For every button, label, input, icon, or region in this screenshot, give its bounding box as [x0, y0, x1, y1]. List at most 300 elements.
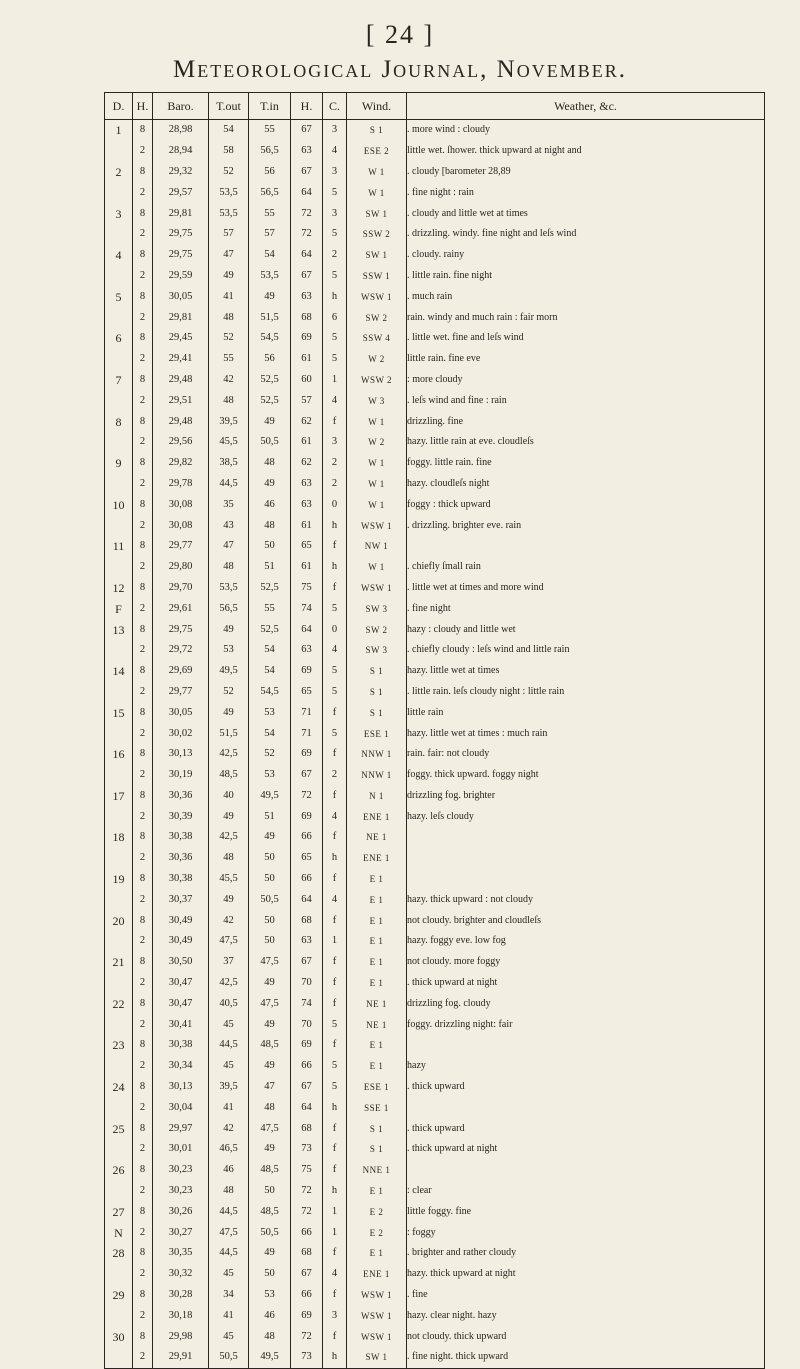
temp-in-cell: 54,5 [249, 682, 291, 703]
clouds-cell: 2 [323, 474, 347, 495]
table-row [105, 1201, 765, 1222]
clouds-cell: 4 [323, 1264, 347, 1285]
temp-in-cell: 47,5 [249, 1118, 291, 1139]
hygrometer-cell: 63 [291, 931, 323, 952]
hygrometer-cell: 67 [291, 765, 323, 786]
table-body [105, 120, 765, 1369]
temp-in-cell: 52,5 [249, 390, 291, 411]
hygrometer-cell: 64 [291, 245, 323, 266]
temp-out-cell: 49 [209, 889, 249, 910]
clouds-cell: f [323, 910, 347, 931]
day-cell: 4 [105, 245, 133, 266]
hygrometer-cell: 64 [291, 1097, 323, 1118]
barometer-cell: 29,81 [153, 203, 209, 224]
weather-cell: foggy. little rain. fine [407, 453, 765, 474]
hour-cell: 8 [133, 1243, 153, 1264]
clouds-cell: f [323, 702, 347, 723]
header-day: D. [105, 93, 133, 120]
table-row [105, 557, 765, 578]
table-row [105, 786, 765, 807]
temp-out-cell: 41 [209, 1097, 249, 1118]
temp-out-cell: 44,5 [209, 474, 249, 495]
wind-cell: E 1 [347, 889, 407, 910]
barometer-cell: 30,39 [153, 806, 209, 827]
day-cell: 20 [105, 910, 133, 931]
temp-in-cell: 53 [249, 765, 291, 786]
clouds-cell: 5 [323, 349, 347, 370]
header-temp-in: T.in [249, 93, 291, 120]
hour-cell: 8 [133, 370, 153, 391]
temp-out-cell: 45 [209, 1326, 249, 1347]
hour-cell: 8 [133, 328, 153, 349]
temp-in-cell: 48,5 [249, 1035, 291, 1056]
hygrometer-cell: 66 [291, 1222, 323, 1243]
temp-out-cell: 34 [209, 1285, 249, 1306]
barometer-cell: 29,57 [153, 182, 209, 203]
temp-in-cell: 57 [249, 224, 291, 245]
weather-cell: little rain [407, 702, 765, 723]
clouds-cell: f [323, 1118, 347, 1139]
temp-out-cell: 42,5 [209, 827, 249, 848]
temp-out-cell: 40 [209, 786, 249, 807]
clouds-cell: f [323, 1160, 347, 1181]
table-row [105, 1035, 765, 1056]
temp-in-cell: 50 [249, 1264, 291, 1285]
day-cell: 12 [105, 578, 133, 599]
temp-out-cell: 57 [209, 224, 249, 245]
hour-cell: 8 [133, 245, 153, 266]
table-row [105, 1139, 765, 1160]
weather-cell: . leſs wind and fine : rain [407, 390, 765, 411]
barometer-cell: 29,82 [153, 453, 209, 474]
barometer-cell: 29,98 [153, 1326, 209, 1347]
clouds-cell: 1 [323, 1201, 347, 1222]
hour-cell: 8 [133, 619, 153, 640]
barometer-cell: 30,27 [153, 1222, 209, 1243]
hour-cell: 2 [133, 557, 153, 578]
temp-out-cell: 35 [209, 494, 249, 515]
temp-out-cell: 53,5 [209, 578, 249, 599]
temp-in-cell: 54 [249, 723, 291, 744]
table-row [105, 973, 765, 994]
barometer-cell: 29,80 [153, 557, 209, 578]
table-row [105, 349, 765, 370]
hour-cell: 8 [133, 1201, 153, 1222]
hour-cell: 8 [133, 702, 153, 723]
barometer-cell: 29,59 [153, 266, 209, 287]
weather-cell: foggy : thick upward [407, 494, 765, 515]
hygrometer-cell: 62 [291, 453, 323, 474]
wind-cell: E 1 [347, 1056, 407, 1077]
day-cell [105, 141, 133, 162]
temp-in-cell: 49 [249, 286, 291, 307]
clouds-cell: 4 [323, 390, 347, 411]
table-row [105, 806, 765, 827]
day-cell [105, 682, 133, 703]
barometer-cell: 29,48 [153, 370, 209, 391]
weather-cell: not cloudy. brighter and cloudleſs [407, 910, 765, 931]
day-cell [105, 889, 133, 910]
day-cell [105, 1014, 133, 1035]
hygrometer-cell: 72 [291, 224, 323, 245]
wind-cell: W 2 [347, 432, 407, 453]
weather-cell: hazy. thick upward : not cloudy [407, 889, 765, 910]
barometer-cell: 29,61 [153, 598, 209, 619]
table-row [105, 578, 765, 599]
temp-out-cell: 45 [209, 1056, 249, 1077]
day-cell [105, 515, 133, 536]
weather-cell: . cloudy. rainy [407, 245, 765, 266]
temp-in-cell: 56,5 [249, 141, 291, 162]
day-cell [105, 1097, 133, 1118]
barometer-cell: 29,77 [153, 682, 209, 703]
hour-cell: 2 [133, 515, 153, 536]
barometer-cell: 29,32 [153, 162, 209, 183]
day-cell: 2 [105, 162, 133, 183]
barometer-cell: 29,51 [153, 390, 209, 411]
hour-cell: 8 [133, 411, 153, 432]
wind-cell: ENE 1 [347, 1264, 407, 1285]
hygrometer-cell: 68 [291, 910, 323, 931]
hygrometer-cell: 63 [291, 286, 323, 307]
hour-cell: 8 [133, 827, 153, 848]
weather-cell: . thick upward at night [407, 973, 765, 994]
hour-cell: 2 [133, 1222, 153, 1243]
barometer-cell: 30,38 [153, 827, 209, 848]
temp-out-cell: 45,5 [209, 432, 249, 453]
table-row [105, 1014, 765, 1035]
hygrometer-cell: 72 [291, 786, 323, 807]
hygrometer-cell: 72 [291, 1181, 323, 1202]
temp-in-cell: 54,5 [249, 328, 291, 349]
day-cell: 17 [105, 786, 133, 807]
hygrometer-cell: 57 [291, 390, 323, 411]
table-row [105, 1181, 765, 1202]
wind-cell: WSW 1 [347, 515, 407, 536]
temp-in-cell: 51 [249, 806, 291, 827]
weather-cell: hazy : cloudy and little wet [407, 619, 765, 640]
temp-out-cell: 52 [209, 682, 249, 703]
clouds-cell: 3 [323, 1305, 347, 1326]
wind-cell: SSE 1 [347, 1097, 407, 1118]
hour-cell: 8 [133, 869, 153, 890]
wind-cell: SW 2 [347, 619, 407, 640]
hygrometer-cell: 67 [291, 120, 323, 141]
temp-out-cell: 47,5 [209, 1222, 249, 1243]
day-cell: 7 [105, 370, 133, 391]
temp-out-cell: 45 [209, 1264, 249, 1285]
weather-cell: . little wet at times and more wind [407, 578, 765, 599]
clouds-cell: 2 [323, 453, 347, 474]
table-row [105, 869, 765, 890]
wind-cell: SW 2 [347, 307, 407, 328]
barometer-cell: 30,49 [153, 910, 209, 931]
table-row [105, 245, 765, 266]
barometer-cell: 29,75 [153, 619, 209, 640]
hygrometer-cell: 68 [291, 1118, 323, 1139]
day-cell [105, 432, 133, 453]
hour-cell: 2 [133, 1347, 153, 1368]
day-cell: 26 [105, 1160, 133, 1181]
day-cell: 22 [105, 993, 133, 1014]
weather-cell: not cloudy. thick upward [407, 1326, 765, 1347]
barometer-cell: 30,02 [153, 723, 209, 744]
hygrometer-cell: 66 [291, 827, 323, 848]
weather-cell [407, 848, 765, 869]
temp-out-cell: 48 [209, 557, 249, 578]
temp-in-cell: 47 [249, 1077, 291, 1098]
clouds-cell: h [323, 1347, 347, 1368]
barometer-cell: 30,36 [153, 786, 209, 807]
table-row [105, 494, 765, 515]
temp-out-cell: 50,5 [209, 1347, 249, 1368]
barometer-cell: 30,37 [153, 889, 209, 910]
day-cell [105, 349, 133, 370]
weather-cell: . little rain. leſs cloudy night : little rain [407, 682, 765, 703]
wind-cell: S 1 [347, 120, 407, 141]
day-cell: 15 [105, 702, 133, 723]
wind-cell: WSW 1 [347, 1305, 407, 1326]
day-cell: 19 [105, 869, 133, 890]
hygrometer-cell: 67 [291, 162, 323, 183]
clouds-cell: 5 [323, 328, 347, 349]
weather-cell: . thick upward [407, 1118, 765, 1139]
temp-in-cell: 48,5 [249, 1201, 291, 1222]
table-row [105, 536, 765, 557]
day-cell: 11 [105, 536, 133, 557]
hygrometer-cell: 64 [291, 619, 323, 640]
temp-in-cell: 49,5 [249, 1347, 291, 1368]
temp-in-cell: 52,5 [249, 619, 291, 640]
barometer-cell: 30,08 [153, 515, 209, 536]
barometer-cell: 30,23 [153, 1181, 209, 1202]
day-cell: 6 [105, 328, 133, 349]
weather-cell: . thick upward at night [407, 1139, 765, 1160]
barometer-cell: 30,32 [153, 1264, 209, 1285]
hygrometer-cell: 73 [291, 1347, 323, 1368]
barometer-cell: 30,01 [153, 1139, 209, 1160]
temp-in-cell: 46 [249, 494, 291, 515]
temp-out-cell: 49 [209, 806, 249, 827]
hygrometer-cell: 64 [291, 182, 323, 203]
temp-out-cell: 49,5 [209, 661, 249, 682]
clouds-cell: 5 [323, 723, 347, 744]
barometer-cell: 30,19 [153, 765, 209, 786]
hour-cell: 8 [133, 1285, 153, 1306]
clouds-cell: f [323, 536, 347, 557]
table-row [105, 952, 765, 973]
hour-cell: 8 [133, 1077, 153, 1098]
table-row [105, 266, 765, 287]
hour-cell: 2 [133, 1014, 153, 1035]
day-cell [105, 806, 133, 827]
wind-cell: E 1 [347, 1035, 407, 1056]
hygrometer-cell: 65 [291, 848, 323, 869]
temp-in-cell: 55 [249, 598, 291, 619]
table-row [105, 765, 765, 786]
weather-cell: . fine night : rain [407, 182, 765, 203]
hour-cell: 8 [133, 1118, 153, 1139]
clouds-cell: f [323, 827, 347, 848]
hygrometer-cell: 60 [291, 370, 323, 391]
day-cell [105, 224, 133, 245]
weather-cell: hazy. little wet at times : much rain [407, 723, 765, 744]
temp-out-cell: 42 [209, 1118, 249, 1139]
hour-cell: 2 [133, 1305, 153, 1326]
day-cell: 28 [105, 1243, 133, 1264]
table-row [105, 515, 765, 536]
wind-cell: W 1 [347, 474, 407, 495]
barometer-cell: 30,13 [153, 744, 209, 765]
temp-in-cell: 49 [249, 1056, 291, 1077]
wind-cell: WSW 2 [347, 370, 407, 391]
hygrometer-cell: 69 [291, 661, 323, 682]
barometer-cell: 29,75 [153, 224, 209, 245]
day-cell: 23 [105, 1035, 133, 1056]
hygrometer-cell: 67 [291, 266, 323, 287]
temp-in-cell: 50,5 [249, 432, 291, 453]
weather-cell [407, 1097, 765, 1118]
table-row [105, 203, 765, 224]
temp-in-cell: 52,5 [249, 578, 291, 599]
hygrometer-cell: 67 [291, 952, 323, 973]
day-cell: 30 [105, 1326, 133, 1347]
wind-cell: ESE 2 [347, 141, 407, 162]
weather-cell: . fine night. thick upward [407, 1347, 765, 1368]
barometer-cell: 29,72 [153, 640, 209, 661]
hygrometer-cell: 63 [291, 474, 323, 495]
hour-cell: 8 [133, 952, 153, 973]
hour-cell: 8 [133, 1160, 153, 1181]
table-row [105, 411, 765, 432]
barometer-cell: 30,47 [153, 993, 209, 1014]
table-row [105, 702, 765, 723]
weather-cell: . fine night [407, 598, 765, 619]
temp-out-cell: 52 [209, 328, 249, 349]
temp-out-cell: 53 [209, 640, 249, 661]
weather-cell: . fine [407, 1285, 765, 1306]
weather-cell: hazy. thick upward at night [407, 1264, 765, 1285]
day-cell [105, 765, 133, 786]
weather-cell: foggy. thick upward. foggy night [407, 765, 765, 786]
hygrometer-cell: 69 [291, 1035, 323, 1056]
temp-out-cell: 46 [209, 1160, 249, 1181]
clouds-cell: h [323, 1181, 347, 1202]
day-cell: 3 [105, 203, 133, 224]
header-barometer: Baro. [153, 93, 209, 120]
clouds-cell: 3 [323, 432, 347, 453]
day-cell: 14 [105, 661, 133, 682]
day-cell [105, 182, 133, 203]
clouds-cell: f [323, 1139, 347, 1160]
hour-cell: 2 [133, 474, 153, 495]
hygrometer-cell: 63 [291, 640, 323, 661]
temp-in-cell: 51,5 [249, 307, 291, 328]
clouds-cell: f [323, 1285, 347, 1306]
table-row [105, 1264, 765, 1285]
hygrometer-cell: 62 [291, 411, 323, 432]
day-cell: 5 [105, 286, 133, 307]
clouds-cell: 4 [323, 806, 347, 827]
weather-cell: drizzling fog. cloudy [407, 993, 765, 1014]
table-row [105, 931, 765, 952]
weather-cell: hazy. little wet at times [407, 661, 765, 682]
barometer-cell: 29,81 [153, 307, 209, 328]
temp-in-cell: 49 [249, 474, 291, 495]
barometer-cell: 28,98 [153, 120, 209, 141]
hour-cell: 8 [133, 120, 153, 141]
temp-out-cell: 49 [209, 619, 249, 640]
hygrometer-cell: 75 [291, 1160, 323, 1181]
weather-cell: . thick upward [407, 1077, 765, 1098]
wind-cell: W 2 [347, 349, 407, 370]
temp-in-cell: 50 [249, 536, 291, 557]
weather-cell: little rain. fine eve [407, 349, 765, 370]
barometer-cell: 30,23 [153, 1160, 209, 1181]
wind-cell: NE 1 [347, 827, 407, 848]
temp-in-cell: 56 [249, 349, 291, 370]
table-row [105, 1056, 765, 1077]
page-number: [ 24 ] [365, 20, 435, 49]
hygrometer-cell: 63 [291, 494, 323, 515]
barometer-cell: 30,49 [153, 931, 209, 952]
wind-cell: WSW 1 [347, 286, 407, 307]
weather-cell [407, 869, 765, 890]
barometer-cell: 29,78 [153, 474, 209, 495]
clouds-cell: h [323, 557, 347, 578]
hour-cell: 2 [133, 931, 153, 952]
temp-out-cell: 41 [209, 1305, 249, 1326]
weather-cell: . chiefly cloudy : leſs wind and little rain [407, 640, 765, 661]
barometer-cell: 30,26 [153, 1201, 209, 1222]
hour-cell: 2 [133, 640, 153, 661]
wind-cell: E 1 [347, 931, 407, 952]
table-row [105, 848, 765, 869]
clouds-cell: 1 [323, 1222, 347, 1243]
hour-cell: 8 [133, 786, 153, 807]
table-header-row [105, 93, 765, 120]
hour-cell: 2 [133, 432, 153, 453]
temp-out-cell: 38,5 [209, 453, 249, 474]
temp-in-cell: 48 [249, 453, 291, 474]
wind-cell: W 1 [347, 162, 407, 183]
temp-in-cell: 53 [249, 702, 291, 723]
wind-cell: NNW 1 [347, 744, 407, 765]
weather-cell: . more wind : cloudy [407, 120, 765, 141]
wind-cell: E 1 [347, 1181, 407, 1202]
table-row [105, 1077, 765, 1098]
hour-cell: 2 [133, 349, 153, 370]
barometer-cell: 29,70 [153, 578, 209, 599]
clouds-cell: f [323, 952, 347, 973]
hour-cell: 8 [133, 1035, 153, 1056]
temp-out-cell: 48 [209, 307, 249, 328]
hour-cell: 2 [133, 598, 153, 619]
clouds-cell: 5 [323, 1077, 347, 1098]
hygrometer-cell: 72 [291, 1201, 323, 1222]
clouds-cell: f [323, 1035, 347, 1056]
wind-cell: NW 1 [347, 536, 407, 557]
clouds-cell: f [323, 578, 347, 599]
header-clouds: C. [323, 93, 347, 120]
weather-cell: hazy. foggy eve. low fog [407, 931, 765, 952]
hygrometer-cell: 69 [291, 1305, 323, 1326]
weather-cell: not cloudy. more foggy [407, 952, 765, 973]
clouds-cell: 1 [323, 931, 347, 952]
clouds-cell: f [323, 973, 347, 994]
temp-out-cell: 49 [209, 266, 249, 287]
temp-in-cell: 52,5 [249, 370, 291, 391]
